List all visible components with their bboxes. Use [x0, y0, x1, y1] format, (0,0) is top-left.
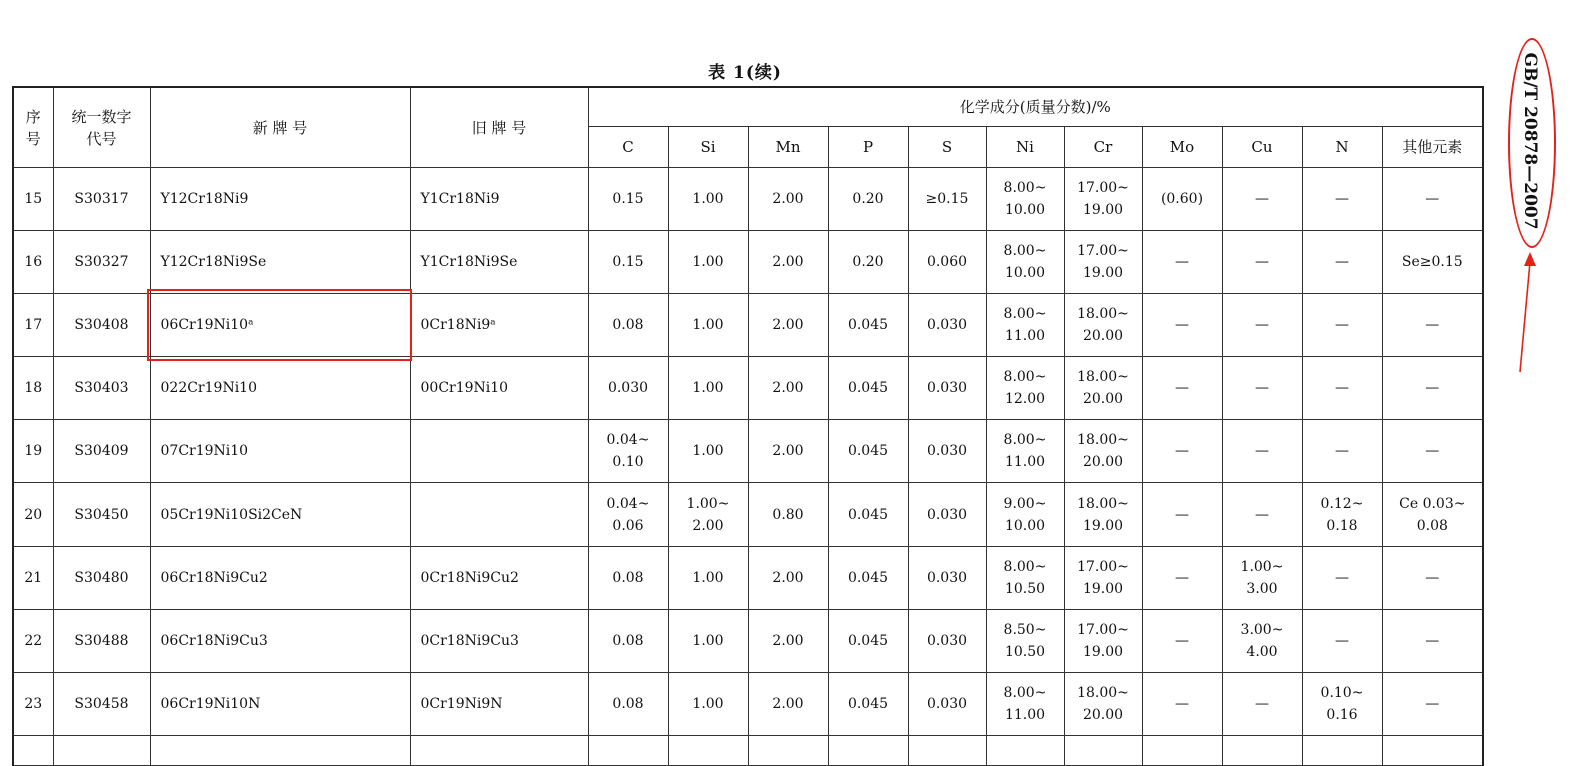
- cell-si: 1.00: [668, 231, 748, 294]
- cell-s: 0.030: [908, 672, 986, 735]
- header-row-1: [13, 87, 1483, 127]
- cell-n: —: [1302, 168, 1382, 231]
- cell-s: ≥0.15: [908, 168, 986, 231]
- cell-si: 1.00: [668, 609, 748, 672]
- cell-cu: —: [1222, 294, 1302, 357]
- cell-n: —: [1302, 294, 1382, 357]
- cell-seq: 20: [13, 483, 53, 546]
- cell-c: 0.08: [588, 609, 668, 672]
- table-row: [13, 420, 1483, 483]
- cell-empty: [828, 735, 908, 765]
- table-row: [13, 231, 1483, 294]
- cell-old-grade: Y1Cr18Ni9: [410, 168, 588, 231]
- cell-code: S30409: [53, 420, 150, 483]
- cell-cr: 18.00~ 19.00: [1064, 483, 1142, 546]
- cell-ni: 8.00~ 11.00: [986, 672, 1064, 735]
- header-element-mo: Mo: [1142, 127, 1222, 168]
- cell-p: 0.045: [828, 609, 908, 672]
- cell-code: S30403: [53, 357, 150, 420]
- cell-old-grade: 0Cr18Ni9Cu2: [410, 546, 588, 609]
- cell-cu: —: [1222, 483, 1302, 546]
- cell-n: —: [1302, 357, 1382, 420]
- cell-s: 0.030: [908, 294, 986, 357]
- cell-old-grade: Y1Cr18Ni9Se: [410, 231, 588, 294]
- cell-code: S30408: [53, 294, 150, 357]
- cell-old-grade: 0Cr18Ni9ᵃ: [410, 294, 588, 357]
- cell-ni: 9.00~ 10.00: [986, 483, 1064, 546]
- table-row: [13, 357, 1483, 420]
- cell-cr: 17.00~ 19.00: [1064, 546, 1142, 609]
- arrow-up-icon: [1508, 250, 1548, 380]
- table-caption: 表 1(续): [708, 63, 782, 83]
- cell-seq: 22: [13, 609, 53, 672]
- cell-empty: [588, 735, 668, 765]
- cell-ni: 8.00~ 10.00: [986, 168, 1064, 231]
- cell-empty: [150, 735, 410, 765]
- cell-seq: 18: [13, 357, 53, 420]
- cell-empty: [668, 735, 748, 765]
- cell-cu: 3.00~ 4.00: [1222, 609, 1302, 672]
- table-row: [13, 735, 1483, 765]
- cell-empty: [53, 735, 150, 765]
- cell-cr: 17.00~ 19.00: [1064, 609, 1142, 672]
- cell-seq: 16: [13, 231, 53, 294]
- cell-mn: 2.00: [748, 609, 828, 672]
- cell-cr: 18.00~ 20.00: [1064, 420, 1142, 483]
- cell-empty: [748, 735, 828, 765]
- cell-other: —: [1382, 672, 1483, 735]
- cell-si: 1.00~ 2.00: [668, 483, 748, 546]
- cell-mn: 2.00: [748, 672, 828, 735]
- table-row: [13, 672, 1483, 735]
- cell-seq: 15: [13, 168, 53, 231]
- cell-empty: [13, 735, 53, 765]
- cell-other: Ce 0.03~ 0.08: [1382, 483, 1483, 546]
- header-element-other: 其他元素: [1382, 127, 1483, 168]
- header-element-ni: Ni: [986, 127, 1064, 168]
- cell-s: 0.030: [908, 546, 986, 609]
- cell-ni: 8.00~ 10.00: [986, 231, 1064, 294]
- cell-new-grade: 07Cr19Ni10: [150, 420, 410, 483]
- cell-empty: [410, 735, 588, 765]
- cell-mn: 2.00: [748, 420, 828, 483]
- cell-ni: 8.00~ 11.00: [986, 294, 1064, 357]
- cell-code: S30488: [53, 609, 150, 672]
- table-row: [13, 168, 1483, 231]
- cell-new-grade: 06Cr18Ni9Cu2: [150, 546, 410, 609]
- cell-s: 0.030: [908, 483, 986, 546]
- cell-n: —: [1302, 609, 1382, 672]
- header-element-mn: Mn: [748, 127, 828, 168]
- cell-mn: 2.00: [748, 168, 828, 231]
- cell-si: 1.00: [668, 294, 748, 357]
- header-element-p: P: [828, 127, 908, 168]
- cell-p: 0.045: [828, 294, 908, 357]
- cell-old-grade: 0Cr19Ni9N: [410, 672, 588, 735]
- header-old-grade: 旧 牌 号: [410, 87, 588, 168]
- cell-old-grade: 0Cr18Ni9Cu3: [410, 609, 588, 672]
- cell-empty: [986, 735, 1064, 765]
- cell-mo: —: [1142, 420, 1222, 483]
- cell-cu: —: [1222, 672, 1302, 735]
- header-element-cr: Cr: [1064, 127, 1142, 168]
- header-element-cu: Cu: [1222, 127, 1302, 168]
- cell-n: —: [1302, 546, 1382, 609]
- cell-mn: 2.00: [748, 546, 828, 609]
- cell-empty: [1222, 735, 1302, 765]
- cell-mo: —: [1142, 483, 1222, 546]
- cell-mn: 0.80: [748, 483, 828, 546]
- cell-mn: 2.00: [748, 357, 828, 420]
- cell-mo: —: [1142, 231, 1222, 294]
- standard-code: GB/T 20878—2007: [1520, 52, 1540, 230]
- cell-cr: 18.00~ 20.00: [1064, 294, 1142, 357]
- cell-other: —: [1382, 420, 1483, 483]
- cell-code: S30480: [53, 546, 150, 609]
- cell-other: —: [1382, 546, 1483, 609]
- cell-ni: 8.00~ 10.50: [986, 546, 1064, 609]
- cell-cr: 17.00~ 19.00: [1064, 168, 1142, 231]
- header-composition: 化学成分(质量分数)/%: [588, 87, 1483, 127]
- cell-new-grade: Y12Cr18Ni9: [150, 168, 410, 231]
- cell-mo: —: [1142, 609, 1222, 672]
- cell-empty: [1302, 735, 1382, 765]
- cell-p: 0.045: [828, 420, 908, 483]
- cell-cu: —: [1222, 357, 1302, 420]
- cell-cu: —: [1222, 420, 1302, 483]
- header-unified-code: 统一数字 代号: [53, 87, 150, 168]
- cell-old-grade: [410, 420, 588, 483]
- table-row: [13, 546, 1483, 609]
- header-new-grade: 新 牌 号: [150, 87, 410, 168]
- cell-p: 0.20: [828, 168, 908, 231]
- cell-cu: —: [1222, 231, 1302, 294]
- header-element-n: N: [1302, 127, 1382, 168]
- cell-n: —: [1302, 420, 1382, 483]
- table-row: [13, 294, 1483, 357]
- cell-new-grade: Y12Cr18Ni9Se: [150, 231, 410, 294]
- table-row: [13, 609, 1483, 672]
- cell-ni: 8.00~ 12.00: [986, 357, 1064, 420]
- composition-table: [12, 86, 1484, 766]
- cell-p: 0.045: [828, 546, 908, 609]
- header-element-c: C: [588, 127, 668, 168]
- cell-c: 0.15: [588, 231, 668, 294]
- cell-s: 0.030: [908, 357, 986, 420]
- cell-si: 1.00: [668, 357, 748, 420]
- cell-seq: 17: [13, 294, 53, 357]
- cell-c: 0.030: [588, 357, 668, 420]
- cell-si: 1.00: [668, 546, 748, 609]
- cell-cr: 17.00~ 19.00: [1064, 231, 1142, 294]
- cell-other: Se≥0.15: [1382, 231, 1483, 294]
- cell-c: 0.15: [588, 168, 668, 231]
- cell-n: 0.12~ 0.18: [1302, 483, 1382, 546]
- cell-empty: [1142, 735, 1222, 765]
- cell-other: —: [1382, 294, 1483, 357]
- cell-ni: 8.50~ 10.50: [986, 609, 1064, 672]
- cell-mn: 2.00: [748, 294, 828, 357]
- cell-cr: 18.00~ 20.00: [1064, 672, 1142, 735]
- cell-other: —: [1382, 609, 1483, 672]
- cell-n: 0.10~ 0.16: [1302, 672, 1382, 735]
- cell-s: 0.060: [908, 231, 986, 294]
- cell-c: 0.08: [588, 294, 668, 357]
- cell-mo: (0.60): [1142, 168, 1222, 231]
- cell-old-grade: [410, 483, 588, 546]
- cell-si: 1.00: [668, 672, 748, 735]
- cell-n: —: [1302, 231, 1382, 294]
- table-row: [13, 483, 1483, 546]
- cell-mn: 2.00: [748, 231, 828, 294]
- cell-c: 0.08: [588, 546, 668, 609]
- cell-cu: —: [1222, 168, 1302, 231]
- cell-seq: 23: [13, 672, 53, 735]
- highlighted-new-grade: 06Cr19Ni10ᵃ: [150, 294, 410, 357]
- cell-new-grade: 06Cr18Ni9Cu3: [150, 609, 410, 672]
- cell-empty: [908, 735, 986, 765]
- cell-new-grade: 06Cr19Ni10N: [150, 672, 410, 735]
- cell-p: 0.20: [828, 231, 908, 294]
- cell-s: 0.030: [908, 609, 986, 672]
- cell-seq: 21: [13, 546, 53, 609]
- cell-code: S30458: [53, 672, 150, 735]
- cell-p: 0.045: [828, 357, 908, 420]
- cell-cu: 1.00~ 3.00: [1222, 546, 1302, 609]
- cell-mo: —: [1142, 357, 1222, 420]
- cell-old-grade: 00Cr19Ni10: [410, 357, 588, 420]
- cell-c: 0.08: [588, 672, 668, 735]
- cell-code: S30327: [53, 231, 150, 294]
- cell-cr: 18.00~ 20.00: [1064, 357, 1142, 420]
- cell-other: —: [1382, 357, 1483, 420]
- cell-c: 0.04~ 0.06: [588, 483, 668, 546]
- cell-s: 0.030: [908, 420, 986, 483]
- cell-mo: —: [1142, 672, 1222, 735]
- cell-empty: [1382, 735, 1483, 765]
- cell-mo: —: [1142, 294, 1222, 357]
- cell-code: S30317: [53, 168, 150, 231]
- cell-new-grade: 022Cr19Ni10: [150, 357, 410, 420]
- cell-new-grade: 05Cr19Ni10Si2CeN: [150, 483, 410, 546]
- cell-p: 0.045: [828, 483, 908, 546]
- cell-other: —: [1382, 168, 1483, 231]
- cell-code: S30450: [53, 483, 150, 546]
- cell-mo: —: [1142, 546, 1222, 609]
- header-element-s: S: [908, 127, 986, 168]
- cell-si: 1.00: [668, 420, 748, 483]
- cell-p: 0.045: [828, 672, 908, 735]
- cell-c: 0.04~ 0.10: [588, 420, 668, 483]
- cell-empty: [1064, 735, 1142, 765]
- cell-si: 1.00: [668, 168, 748, 231]
- cell-ni: 8.00~ 11.00: [986, 420, 1064, 483]
- header-seq: 序 号: [13, 87, 53, 168]
- cell-seq: 19: [13, 420, 53, 483]
- header-element-si: Si: [668, 127, 748, 168]
